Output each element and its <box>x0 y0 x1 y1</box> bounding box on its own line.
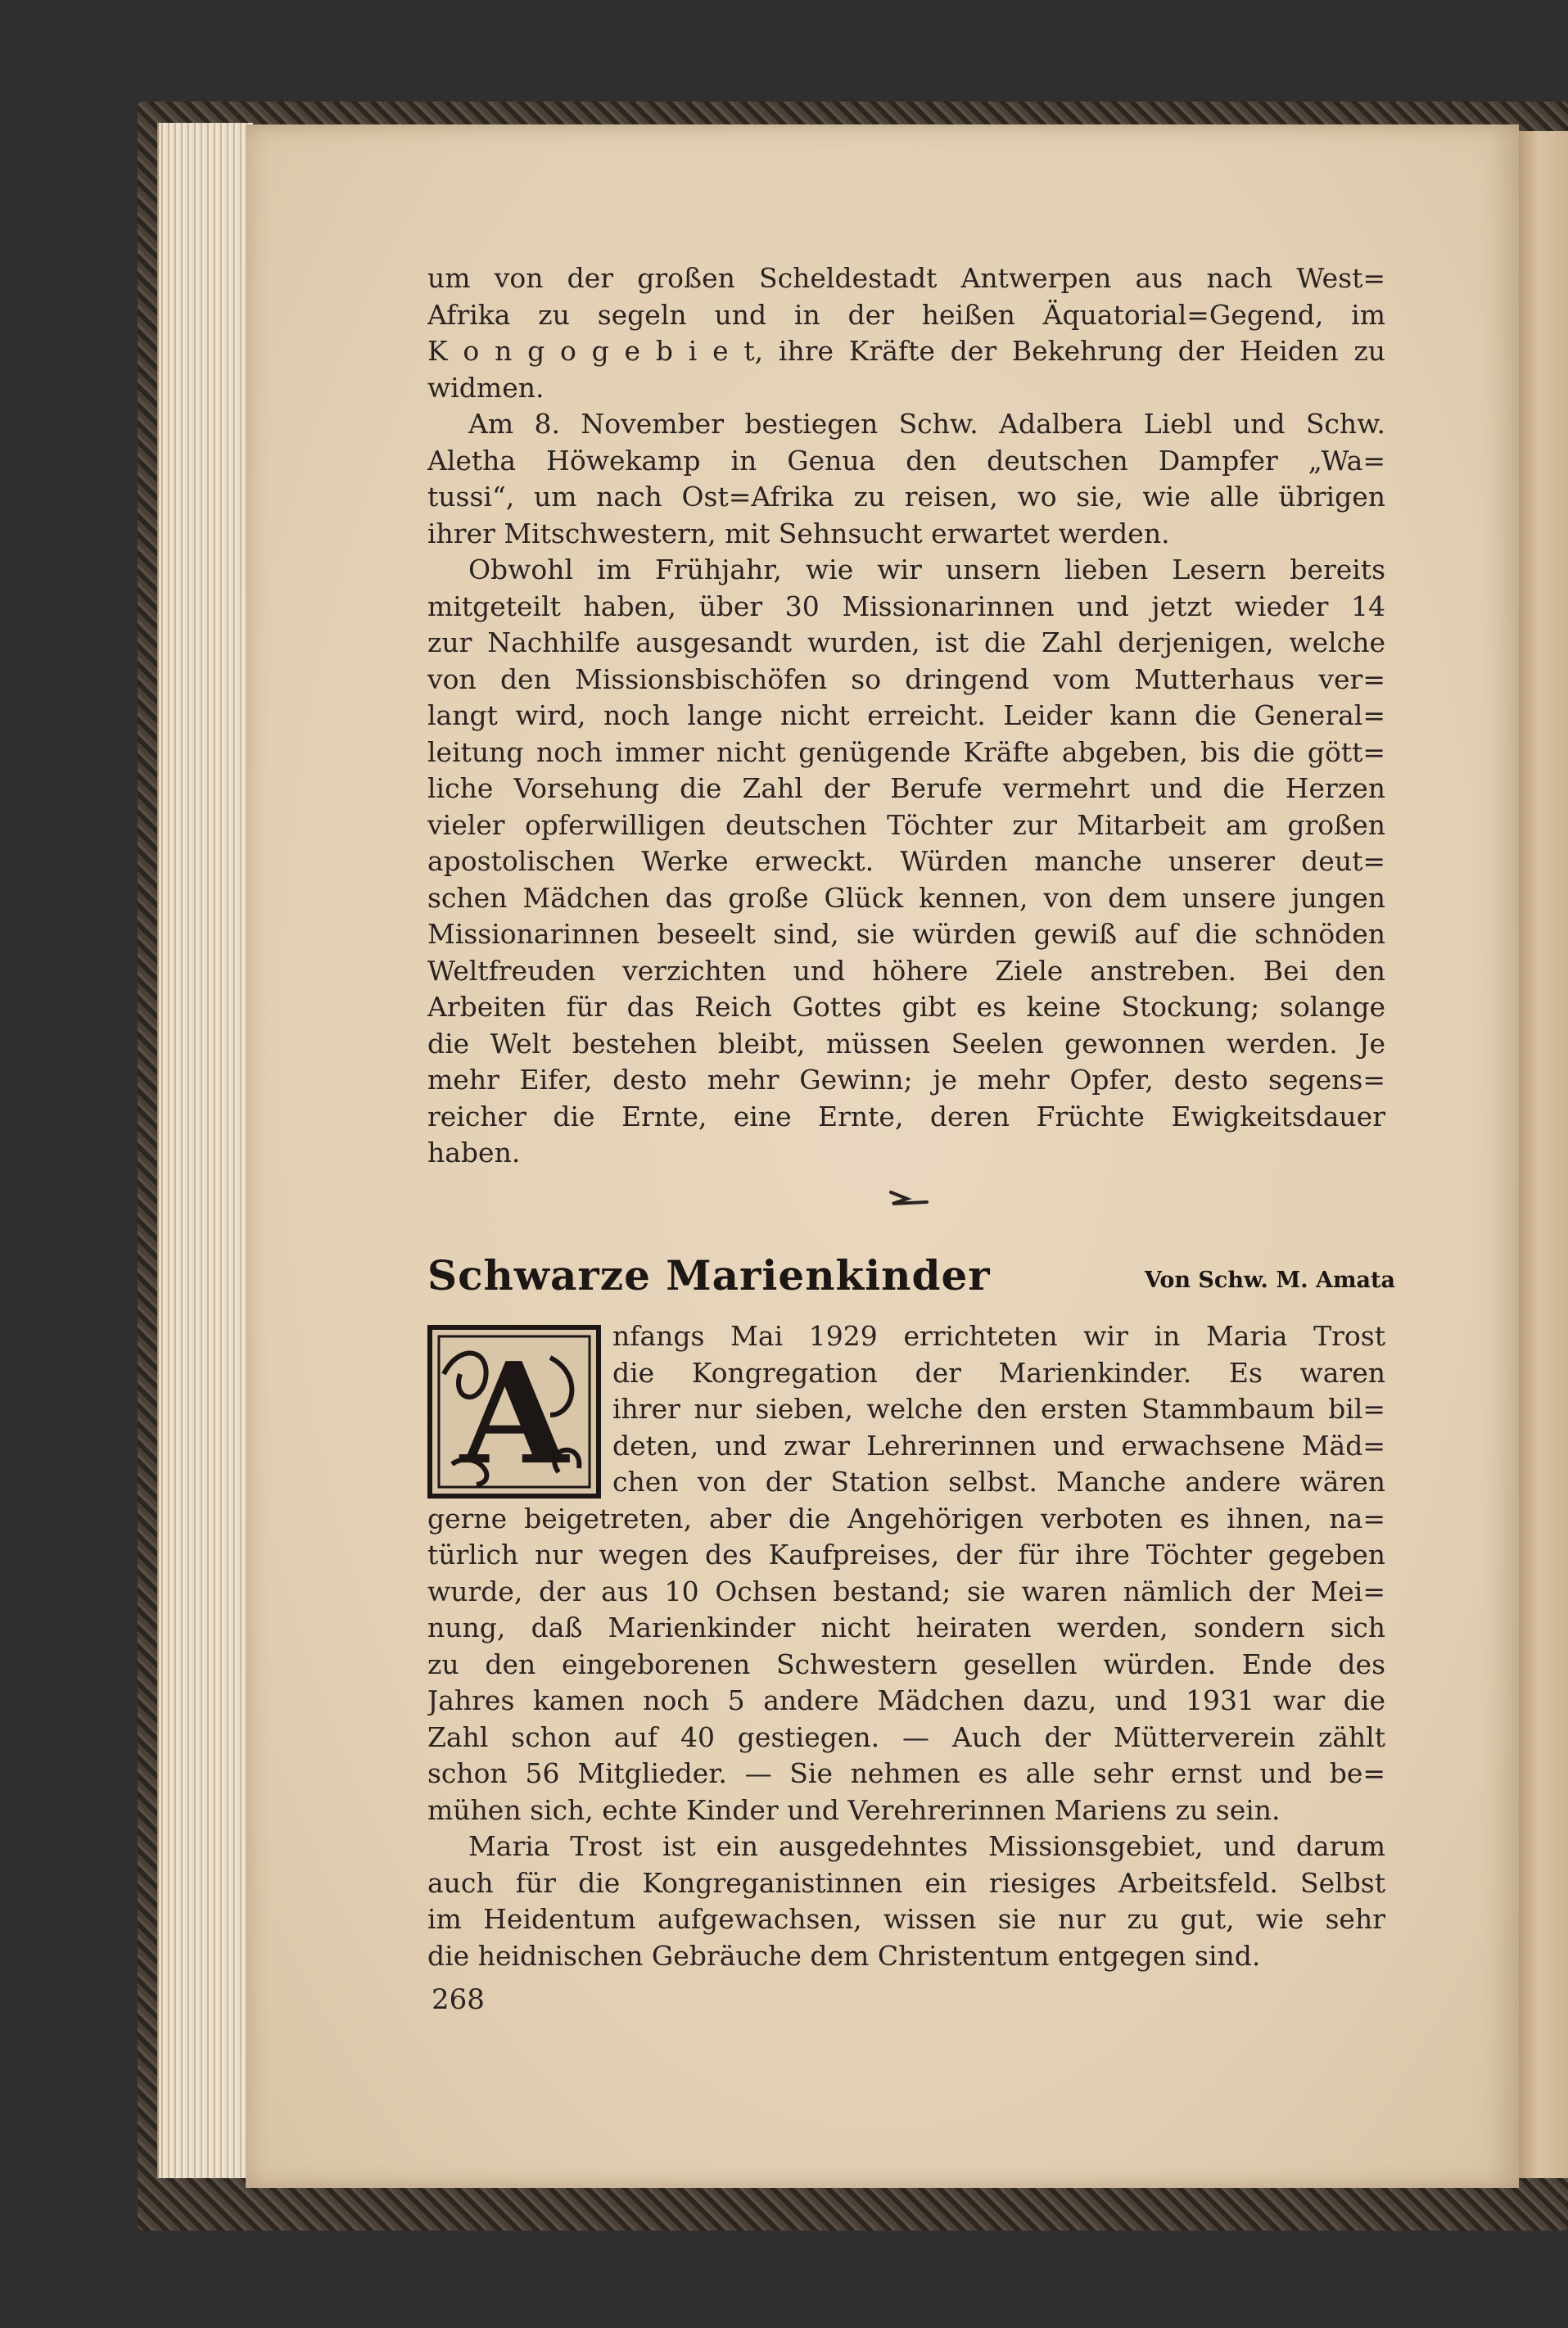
text-line: auch für die Kongreganistinnen ein riesiges Arbeitsfeld. Selbst <box>427 1866 1385 1899</box>
paragraph-november <box>427 406 1385 552</box>
text-line: zur Nachhilfe ausgesandt wurden, ist die Zahl derjenigen, welche <box>427 626 1385 658</box>
text-line: mitgeteilt haben, über 30 Missionarinnen und jetzt wieder 14 <box>427 590 1385 622</box>
text-line: die heidnischen Gebräuche dem Christentum entgegen sind. <box>427 1939 1261 1972</box>
text-line: haben. <box>427 1137 521 1169</box>
text-line: Jahres kamen noch 5 andere Mädchen dazu, und 1931 war die <box>427 1684 1385 1716</box>
facing-page-edge <box>1519 131 1568 2178</box>
text-line: langt wird, noch lange nicht erreicht. Leider kann die General= <box>427 699 1385 731</box>
article-title: Schwarze Marienkinder <box>427 1251 991 1300</box>
text-line: mehr Eifer, desto mehr Gewinn; je mehr Opfer, desto segens= <box>427 1064 1385 1096</box>
text-line: apostolischen Werke erweckt. Würden manche unserer deut= <box>427 845 1385 877</box>
text-line: gerne beigetreten, aber die Angehörigen verboten es ihnen, na= <box>427 1502 1385 1535</box>
text-line: wurde, der aus 10 Ochsen bestand; sie waren nämlich der Mei= <box>427 1575 1385 1607</box>
text-line: die Welt bestehen bleibt, müssen Seelen gewonnen werden. Je <box>427 1027 1385 1060</box>
text-line: Am 8. November bestiegen Schw. Adalbera Liebl und Schw. <box>468 408 1385 440</box>
page-number: 268 <box>432 1983 485 2016</box>
text-line: ihrer nur sieben, welche den ersten Stammbaum bil= <box>612 1393 1385 1425</box>
article-paragraph-1 <box>427 1318 1385 1828</box>
text-line: Aletha Höwekamp in Genua den deutschen Dampfer „Wa= <box>427 444 1385 477</box>
dropcap-letter: A <box>460 1332 568 1496</box>
continued-text <box>427 260 1385 1172</box>
article-body <box>427 1318 1385 1974</box>
text-line: die Kongregation der Marienkinder. Es waren <box>612 1356 1385 1389</box>
section-ornament-icon <box>884 1186 933 1210</box>
text-line: widmen. <box>427 371 545 404</box>
text-line: schon 56 Mitglieder. — Sie nehmen es alle sehr ernst und be= <box>427 1757 1385 1789</box>
text-line: nung, daß Marienkinder nicht heiraten werden, sondern sich <box>427 1612 1385 1643</box>
text-line: Afrika zu segeln und in der heißen Äquatorial=Gegend, im <box>427 298 1385 331</box>
text-line: tussi“, um nach Ost=Afrika zu reisen, wo sie, wie alle übrigen <box>427 481 1385 513</box>
text-line: zu den eingeborenen Schwestern gesellen würden. Ende des <box>427 1648 1385 1680</box>
article-byline: Von Schw. M. Amata <box>1144 1268 1395 1293</box>
text-line: chen von der Station selbst. Manche andere wären <box>612 1466 1385 1498</box>
text-line: Arbeiten für das Reich Gottes gibt es keine Stockung; solange <box>427 991 1385 1023</box>
text-line: türlich nur wegen des Kaufpreises, der für ihre Töchter gegeben <box>427 1539 1385 1571</box>
text-line: von den Missionsbischöfen so dringend vom Mutterhaus ver= <box>427 662 1385 695</box>
text-line: Weltfreuden verzichten und höhere Ziele anstreben. Bei den <box>427 954 1385 987</box>
text-line: mühen sich, echte Kinder und Verehrerinnen Mariens zu sein. <box>427 1793 1281 1826</box>
text-line: um von der großen Scheldestadt Antwerpen aus nach West= <box>427 262 1385 294</box>
text-line: deten, und zwar Lehrerinnen und erwachsene Mäd= <box>612 1429 1385 1462</box>
text-line: liche Vorsehung die Zahl der Berufe vermehrt und die Herzen <box>427 772 1385 804</box>
paragraph-continued <box>427 260 1385 406</box>
text-line: ihrer Mitschwestern, mit Sehnsucht erwartet werden. <box>427 517 1170 549</box>
text-line: im Heidentum aufgewachsen, wissen sie nur zu gut, wie sehr <box>427 1903 1385 1935</box>
text-line: vieler opferwilligen deutschen Töchter zur Mitarbeit am großen <box>427 808 1385 841</box>
text-line: K o n g o g e b i e t, ihre Kräfte der Bekehrung der Heiden zu <box>427 335 1385 367</box>
paragraph-obwohl <box>427 552 1385 1172</box>
book-page-edges <box>157 123 253 2178</box>
text-line: Maria Trost ist ein ausgedehntes Missionsgebiet, und darum <box>468 1830 1385 1862</box>
article-paragraph-2 <box>427 1828 1385 1974</box>
text-line: Zahl schon auf 40 gestiegen. — Auch der Mütterverein zählt <box>427 1720 1385 1753</box>
text-line: Obwohl im Frühjahr, wie wir unsern lieben Lesern bereits <box>468 554 1385 585</box>
text-line: nfangs Mai 1929 errichteten wir in Maria Trost <box>612 1320 1385 1352</box>
text-line: leitung noch immer nicht genügende Kräfte abgeben, bis die gött= <box>427 735 1385 768</box>
text-line: reicher die Ernte, eine Ernte, deren Früchte Ewigkeitsdauer <box>427 1100 1385 1132</box>
text-line: schen Mädchen das große Glück kennen, von dem unsere jungen <box>427 881 1385 914</box>
text-line: Missionarinnen beseelt sind, sie würden gewiß auf die schnöden <box>427 918 1385 950</box>
article-heading-row <box>427 1251 1395 1309</box>
